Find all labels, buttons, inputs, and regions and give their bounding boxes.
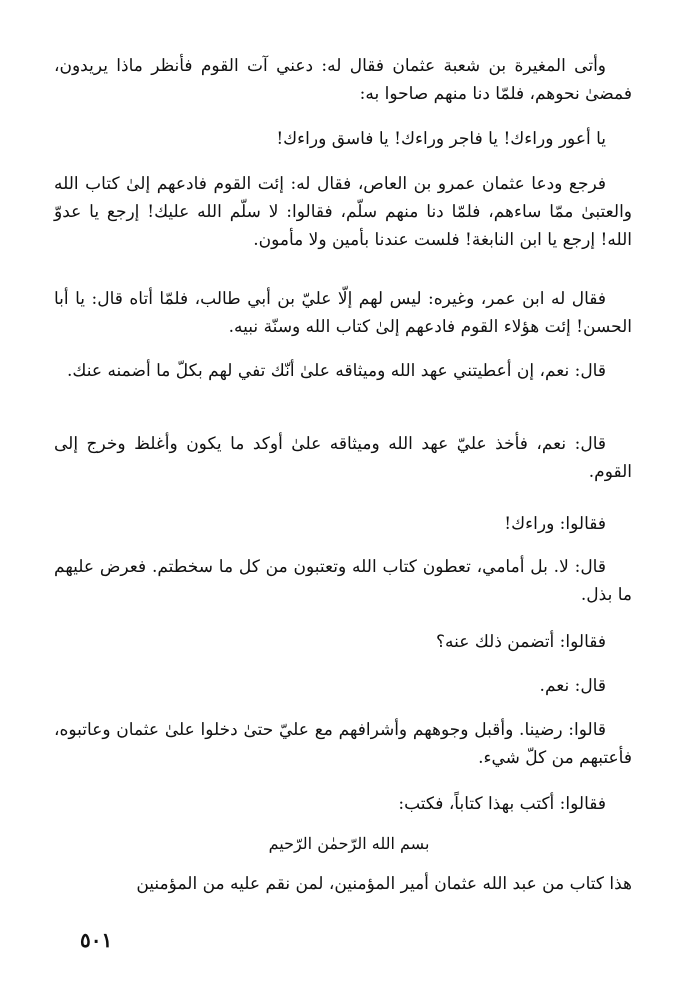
basmala: بسم الله الرّحمٰن الرّحيم bbox=[268, 834, 430, 853]
paragraph-guarantee-question: فقالوا: أتضمن ذلك عنه؟ bbox=[436, 632, 606, 652]
paragraph-before-me: قال: لا. بل أمامي، تعطون كتاب الله وتعتبون من كل ما سخطتم. فعرض عليهم ما بذل. bbox=[54, 557, 632, 605]
paragraph-behind-you: فقالوا: وراءك! bbox=[504, 514, 606, 534]
paragraph-satisfied: قالوا: رضينا. وأقبل وجوههم وأشرافهم مع عليّ حتىٰ دخلوا علىٰ عثمان وعاتبوه، فأعتبهم من كلّ شيء. bbox=[54, 720, 632, 768]
paragraph-letter-opening: هذا كتاب من عبد الله عثمان أمير المؤمنين، لمن نقم عليه من المؤمنين bbox=[136, 874, 632, 894]
page-number: ٥٠١ bbox=[80, 928, 113, 952]
paragraph-ali-covenant: قال: نعم، فأخذ عليّ عهد الله وميثاقه علىٰ أوكد ما يكون وأغلظ وخرج إلى القوم. bbox=[54, 434, 632, 482]
paragraph-shouting: يا أعور وراءك! يا فاجر وراءك! يا فاسق وراءك! bbox=[276, 129, 606, 149]
paragraph-ibn-umar: فقال له ابن عمر، وغيره: ليس لهم إلّا عليّ بن أبي طالب، فلمّا أتاه قال: يا أبا الحسن! إئت هؤلاء القوم فادعهم إلىٰ كتاب الله وسنّة نبيه. bbox=[54, 289, 632, 337]
paragraph-mughira: وأتى المغيرة بن شعبة عثمان فقال له: دعني آت القوم فأنظر ماذا يريدون، فمضىٰ نحوهم، فلمّا دنا منهم صاحوا به: bbox=[54, 56, 632, 104]
paragraph-yes: قال: نعم. bbox=[539, 676, 606, 696]
paragraph-ali-condition: قال: نعم، إن أعطيتني عهد الله وميثاقه علىٰ أنّك تفي لهم بكلّ ما أضمنه عنك. bbox=[67, 361, 606, 381]
paragraph-amr-ibn-al-as: فرجع ودعا عثمان عمرو بن العاص، فقال له: إئت القوم فادعهم إلىٰ كتاب الله والعتبىٰ ممّا ساءهم، فلمّا دنا منهم سلّم، فقالوا: لا سلّم الله عليك! إرجع يا عدوّ الله! إرجع يا ابن النابغة! فلست عندنا بأمين ولا مأمون. bbox=[54, 174, 632, 250]
paragraph-write-letter: فقالوا: أكتب بهذا كتاباً، فكتب: bbox=[398, 794, 606, 814]
